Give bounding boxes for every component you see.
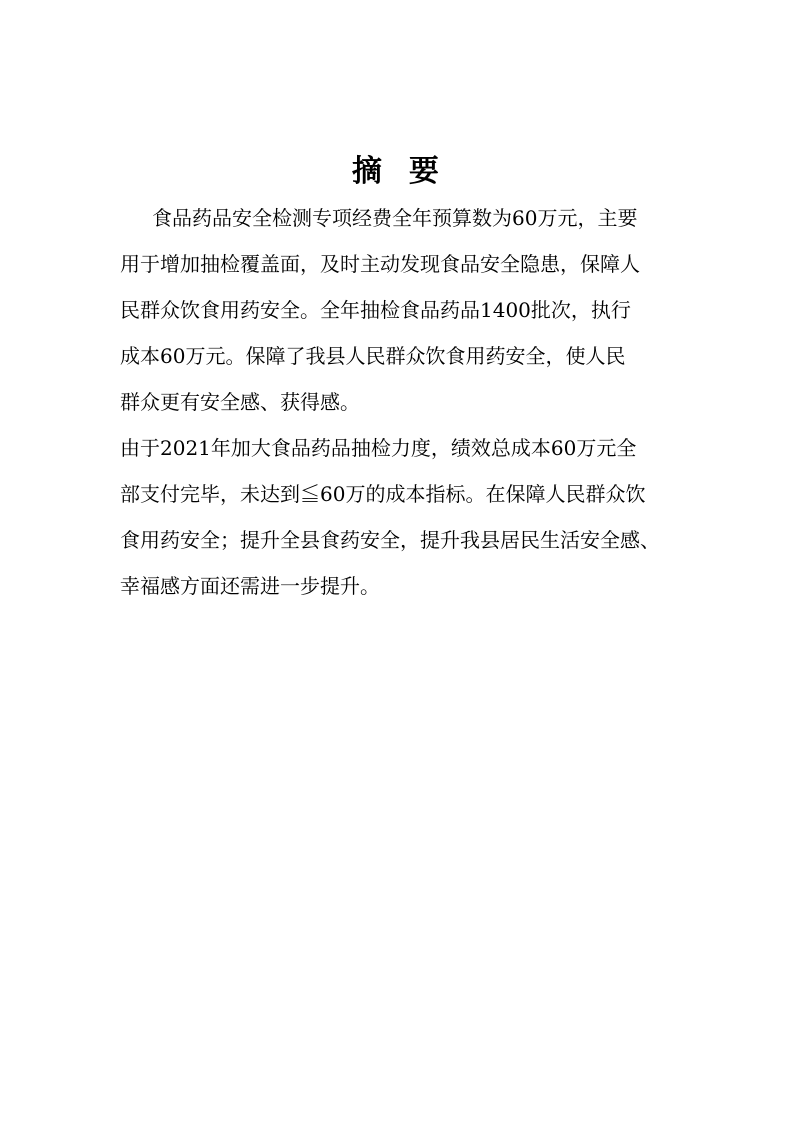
paragraph-1-line: 群众更有安全感、获得感。 — [120, 390, 360, 414]
paragraph-1-line: 民群众饮食用药安全。全年抽检食品药品1400批次，执行 — [120, 298, 631, 322]
paragraph-1-line: 食品药品安全检测专项经费全年预算数为60万元，主要 — [152, 206, 638, 230]
paragraph-1-line: 成本60万元。保障了我县人民群众饮食用药安全，使人民 — [120, 344, 626, 368]
paragraph-2-line: 幸福感方面还需进一步提升。 — [120, 574, 380, 598]
paragraph-1-line: 用于增加抽检覆盖面，及时主动发现食品安全隐患，保障人 — [120, 252, 640, 276]
document-title: 摘 要 — [352, 154, 441, 189]
paragraph-2-line: 食用药安全；提升全县食药安全，提升我县居民生活安全感、 — [120, 528, 660, 552]
paragraph-2-line: 由于2021年加大食品药品抽检力度，绩效总成本60万元全 — [120, 436, 637, 460]
paragraph-2-line: 部支付完毕，未达到≦60万的成本指标。在保障人民群众饮 — [120, 482, 646, 506]
